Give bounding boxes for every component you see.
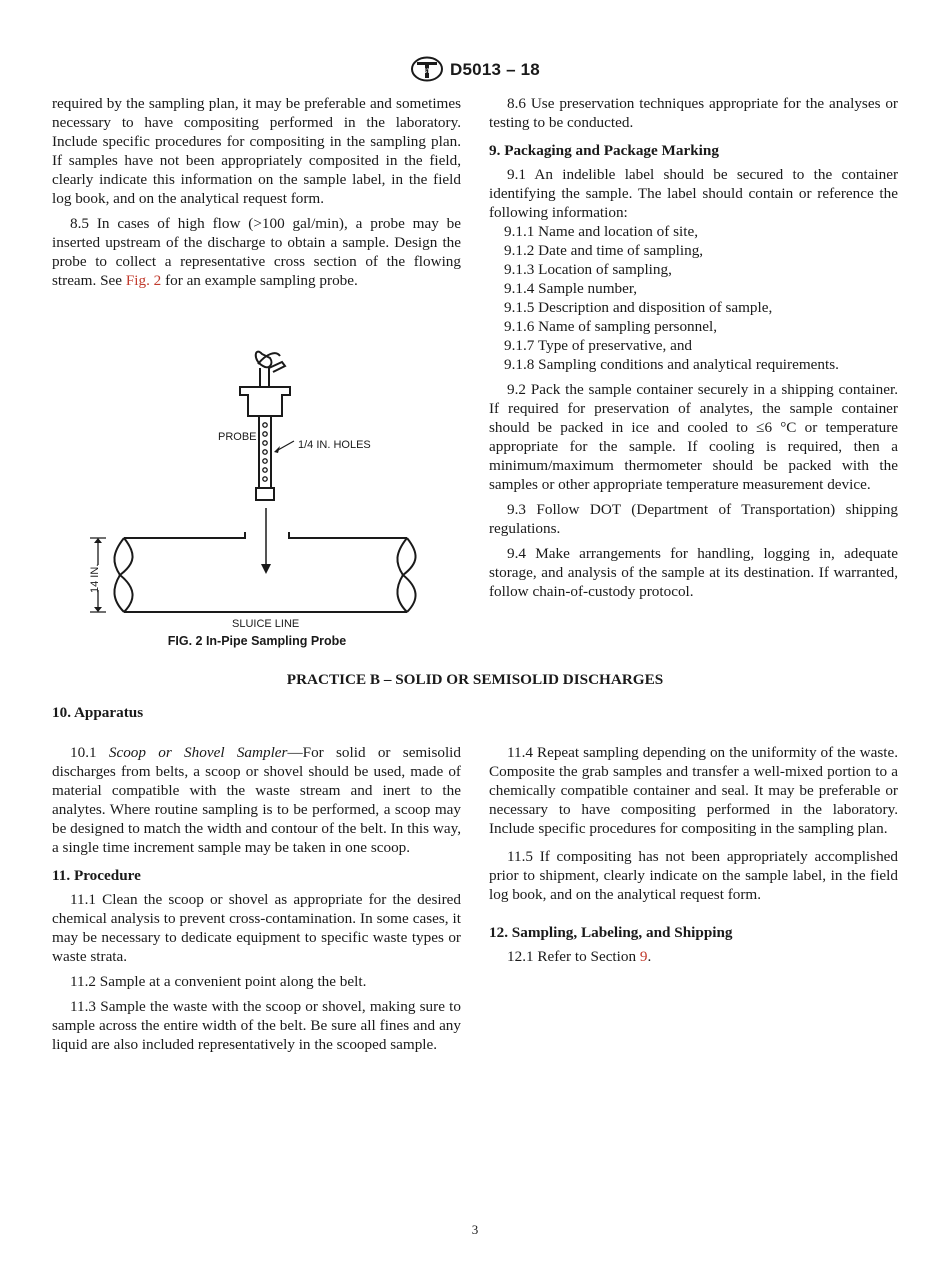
paragraph-8-4-continued: required by the sampling plan, it may be preferable and sometimes necessary to have compositing performed in the laboratory. Include specific procedures for compositing in the sampling plan. If samples have not been appropriately composited in the field, clearly indicate this information on the sample label, in the field log book, and on the analytical request form. bbox=[52, 95, 461, 207]
section-9-link[interactable]: 9 bbox=[639, 948, 648, 965]
list-item: 9.1.5 Description and disposition of sample, bbox=[504, 299, 773, 316]
paragraph-11-1: 11.1 Clean the scoop or shovel as appropriate for the desired chemical analysis to prevent cross-contamination. In some cases, it may be necessary to dedicate equipment to specific waste types or waste strata. bbox=[52, 891, 461, 965]
label-sluice-line: SLUICE LINE bbox=[232, 618, 300, 630]
probe-diagram bbox=[52, 338, 462, 628]
heading-section-10: 10. Apparatus bbox=[52, 704, 144, 721]
list-item: 9.1.7 Type of preservative, and bbox=[504, 337, 693, 354]
paragraph-8-5: 8.5 In cases of high flow (>100 gal/min), a probe may be inserted upstream of the discharge to obtain a sample. Design the probe to collect a representative cross section of the flowing stream. See Fig. 2 for an example sampling probe. bbox=[52, 215, 461, 289]
list-item: 9.1.6 Name of sampling personnel, bbox=[504, 318, 718, 335]
label-probe: PROBE bbox=[218, 431, 257, 443]
paragraph-9-2: 9.2 Pack the sample container securely in a shipping container. If required for preservation of analytes, the sample container should be packed in ice and cooled to ≤6 °C or temperature appropriate for the sample. If cooling is required, then a minimum/maximum thermometer should be packed with the samples or other appropriate temperature measurement device. bbox=[489, 381, 898, 493]
list-item: 9.1.1 Name and location of site, bbox=[504, 223, 699, 240]
list-item: 9.1.2 Date and time of sampling, bbox=[504, 242, 704, 259]
fig-2-link[interactable]: Fig. 2 bbox=[125, 272, 162, 289]
heading-section-11: 11. Procedure bbox=[52, 867, 141, 884]
figure-2: PROBE 1/4 IN. HOLES 14 IN. SLUICE LINE bbox=[52, 338, 462, 658]
paragraph-11-2: 11.2 Sample at a convenient point along the belt. bbox=[70, 973, 367, 990]
left-column-top bbox=[52, 94, 461, 296]
figure-caption: FIG. 2 In-Pipe Sampling Probe bbox=[167, 634, 347, 648]
paragraph-9-1: 9.1 An indelible label should be secured to the container identifying the sample. The label should contain or reference the following information: bbox=[489, 166, 898, 221]
paragraph-9-3: 9.3 Follow DOT (Department of Transportation) shipping regulations. bbox=[489, 501, 898, 537]
paragraph-12-1: 12.1 Refer to Section 9. bbox=[507, 948, 652, 965]
page-header bbox=[0, 56, 950, 82]
right-column-bottom bbox=[489, 743, 898, 972]
heading-section-12: 12. Sampling, Labeling, and Shipping bbox=[489, 924, 733, 941]
document-designation: D5013 – 18 bbox=[450, 59, 540, 79]
paragraph-10-1: 10.1 Scoop or Shovel Sampler—For solid or semisolid discharges from belts, a scoop or shovel should be used, made of material compatible with the waste stream and inert to the analytes. Where routine sampling is to be performed, a scoop may be designed to match the width and contour of the belt. In this way, a single time increment sample may be taken in one scoop. bbox=[52, 744, 461, 856]
astm-logo-text: ASTM bbox=[418, 69, 436, 75]
list-item: 9.1.3 Location of sampling, bbox=[504, 261, 672, 278]
paragraph-8-6: 8.6 Use preservation techniques appropriate for the analyses or testing to be conducted. bbox=[489, 95, 898, 131]
right-column-top bbox=[489, 94, 898, 607]
heading-section-9: 9. Packaging and Package Marking bbox=[489, 142, 719, 159]
list-item: 9.1.8 Sampling conditions and analytical requirements. bbox=[504, 356, 839, 373]
astm-logo-icon bbox=[410, 56, 444, 82]
paragraph-11-5: 11.5 If compositing has not been appropriately accomplished prior to shipment, clearly indicate on the sample label, in the field log book, and on the analytical request form. bbox=[489, 848, 898, 903]
label-holes: 1/4 IN. HOLES bbox=[298, 439, 371, 451]
probe-holes bbox=[263, 423, 267, 481]
page-number: 3 bbox=[471, 1222, 479, 1237]
paragraph-11-4: 11.4 Repeat sampling depending on the uniformity of the waste. Composite the grab samples and transfer a well-mixed portion to a chemically compatible container and seal. It may be preferable or necessary to have compositing performed in the laboratory. Include specific procedures for compositing in the sampling plan. bbox=[489, 744, 898, 837]
practice-title: PRACTICE B – SOLID OR SEMISOLID DISCHARGES bbox=[286, 671, 664, 688]
left-column-bottom bbox=[52, 743, 461, 1060]
paragraph-9-4: 9.4 Make arrangements for handling, logging in, adequate storage, and analysis of the sample at its destination. If warranted, follow chain-of-custody protocol. bbox=[489, 545, 898, 600]
list-item: 9.1.4 Sample number, bbox=[504, 280, 638, 297]
paragraph-11-3: 11.3 Sample the waste with the scoop or shovel, making sure to sample across the entire width of the belt. Be sure all fines and any liquid are also included representatively in the scooped sample. bbox=[52, 998, 461, 1053]
